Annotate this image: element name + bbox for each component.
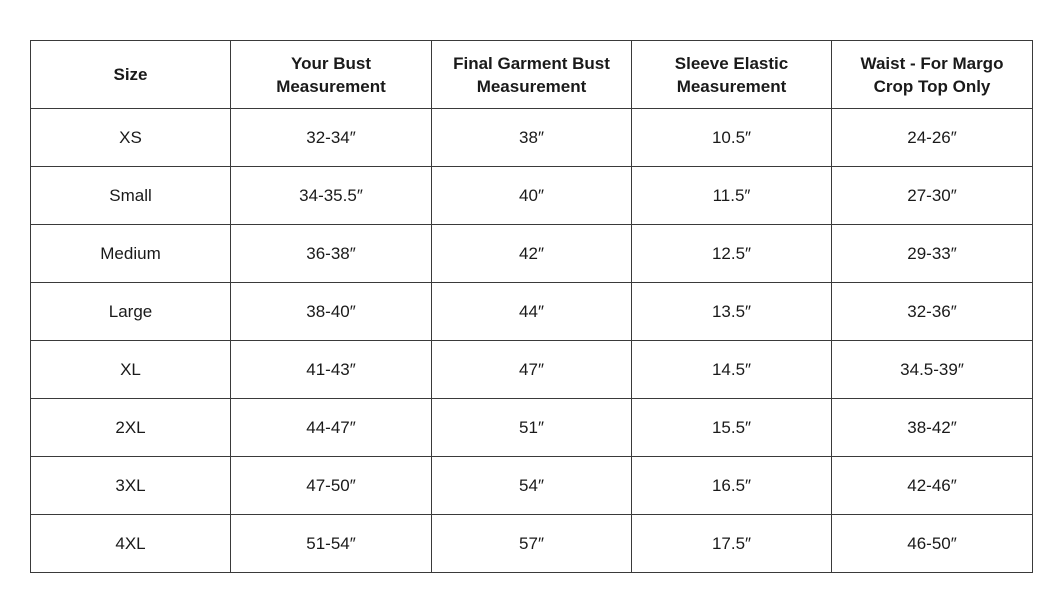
table-row <box>31 341 1033 399</box>
cell-size: 2XL <box>31 399 231 457</box>
cell-waist: 46-50″ <box>832 515 1033 573</box>
table-row <box>31 515 1033 573</box>
cell-size: 3XL <box>31 457 231 515</box>
table-row <box>31 225 1033 283</box>
table-row <box>31 283 1033 341</box>
cell-size: Medium <box>31 225 231 283</box>
cell-sleeve-elastic: 13.5″ <box>632 283 832 341</box>
header-final-garment-bust: Final Garment Bust Measurement <box>432 41 632 109</box>
cell-final-garment-bust: 38″ <box>432 109 632 167</box>
cell-waist: 34.5-39″ <box>832 341 1033 399</box>
cell-final-garment-bust: 51″ <box>432 399 632 457</box>
cell-final-garment-bust: 44″ <box>432 283 632 341</box>
cell-size: Large <box>31 283 231 341</box>
header-row <box>31 41 1033 109</box>
cell-waist: 27-30″ <box>832 167 1033 225</box>
cell-final-garment-bust: 57″ <box>432 515 632 573</box>
cell-your-bust: 44-47″ <box>231 399 432 457</box>
cell-sleeve-elastic: 14.5″ <box>632 341 832 399</box>
cell-size: 4XL <box>31 515 231 573</box>
cell-waist: 24-26″ <box>832 109 1033 167</box>
cell-waist: 42-46″ <box>832 457 1033 515</box>
cell-sleeve-elastic: 12.5″ <box>632 225 832 283</box>
cell-sleeve-elastic: 11.5″ <box>632 167 832 225</box>
cell-final-garment-bust: 54″ <box>432 457 632 515</box>
size-chart-table <box>30 40 1033 573</box>
cell-your-bust: 34-35.5″ <box>231 167 432 225</box>
table-row <box>31 167 1033 225</box>
table-row <box>31 399 1033 457</box>
cell-waist: 38-42″ <box>832 399 1033 457</box>
cell-your-bust: 51-54″ <box>231 515 432 573</box>
cell-your-bust: 47-50″ <box>231 457 432 515</box>
cell-sleeve-elastic: 10.5″ <box>632 109 832 167</box>
cell-waist: 29-33″ <box>832 225 1033 283</box>
cell-sleeve-elastic: 15.5″ <box>632 399 832 457</box>
cell-waist: 32-36″ <box>832 283 1033 341</box>
table-row <box>31 457 1033 515</box>
cell-final-garment-bust: 47″ <box>432 341 632 399</box>
header-waist: Waist - For Margo Crop Top Only <box>832 41 1033 109</box>
header-size: Size <box>31 41 231 109</box>
cell-sleeve-elastic: 17.5″ <box>632 515 832 573</box>
header-your-bust: Your Bust Measurement <box>231 41 432 109</box>
cell-final-garment-bust: 40″ <box>432 167 632 225</box>
cell-size: XL <box>31 341 231 399</box>
cell-your-bust: 38-40″ <box>231 283 432 341</box>
cell-your-bust: 36-38″ <box>231 225 432 283</box>
cell-final-garment-bust: 42″ <box>432 225 632 283</box>
cell-sleeve-elastic: 16.5″ <box>632 457 832 515</box>
header-sleeve-elastic: Sleeve Elastic Measurement <box>632 41 832 109</box>
cell-your-bust: 32-34″ <box>231 109 432 167</box>
cell-your-bust: 41-43″ <box>231 341 432 399</box>
cell-size: Small <box>31 167 231 225</box>
table-row <box>31 109 1033 167</box>
cell-size: XS <box>31 109 231 167</box>
